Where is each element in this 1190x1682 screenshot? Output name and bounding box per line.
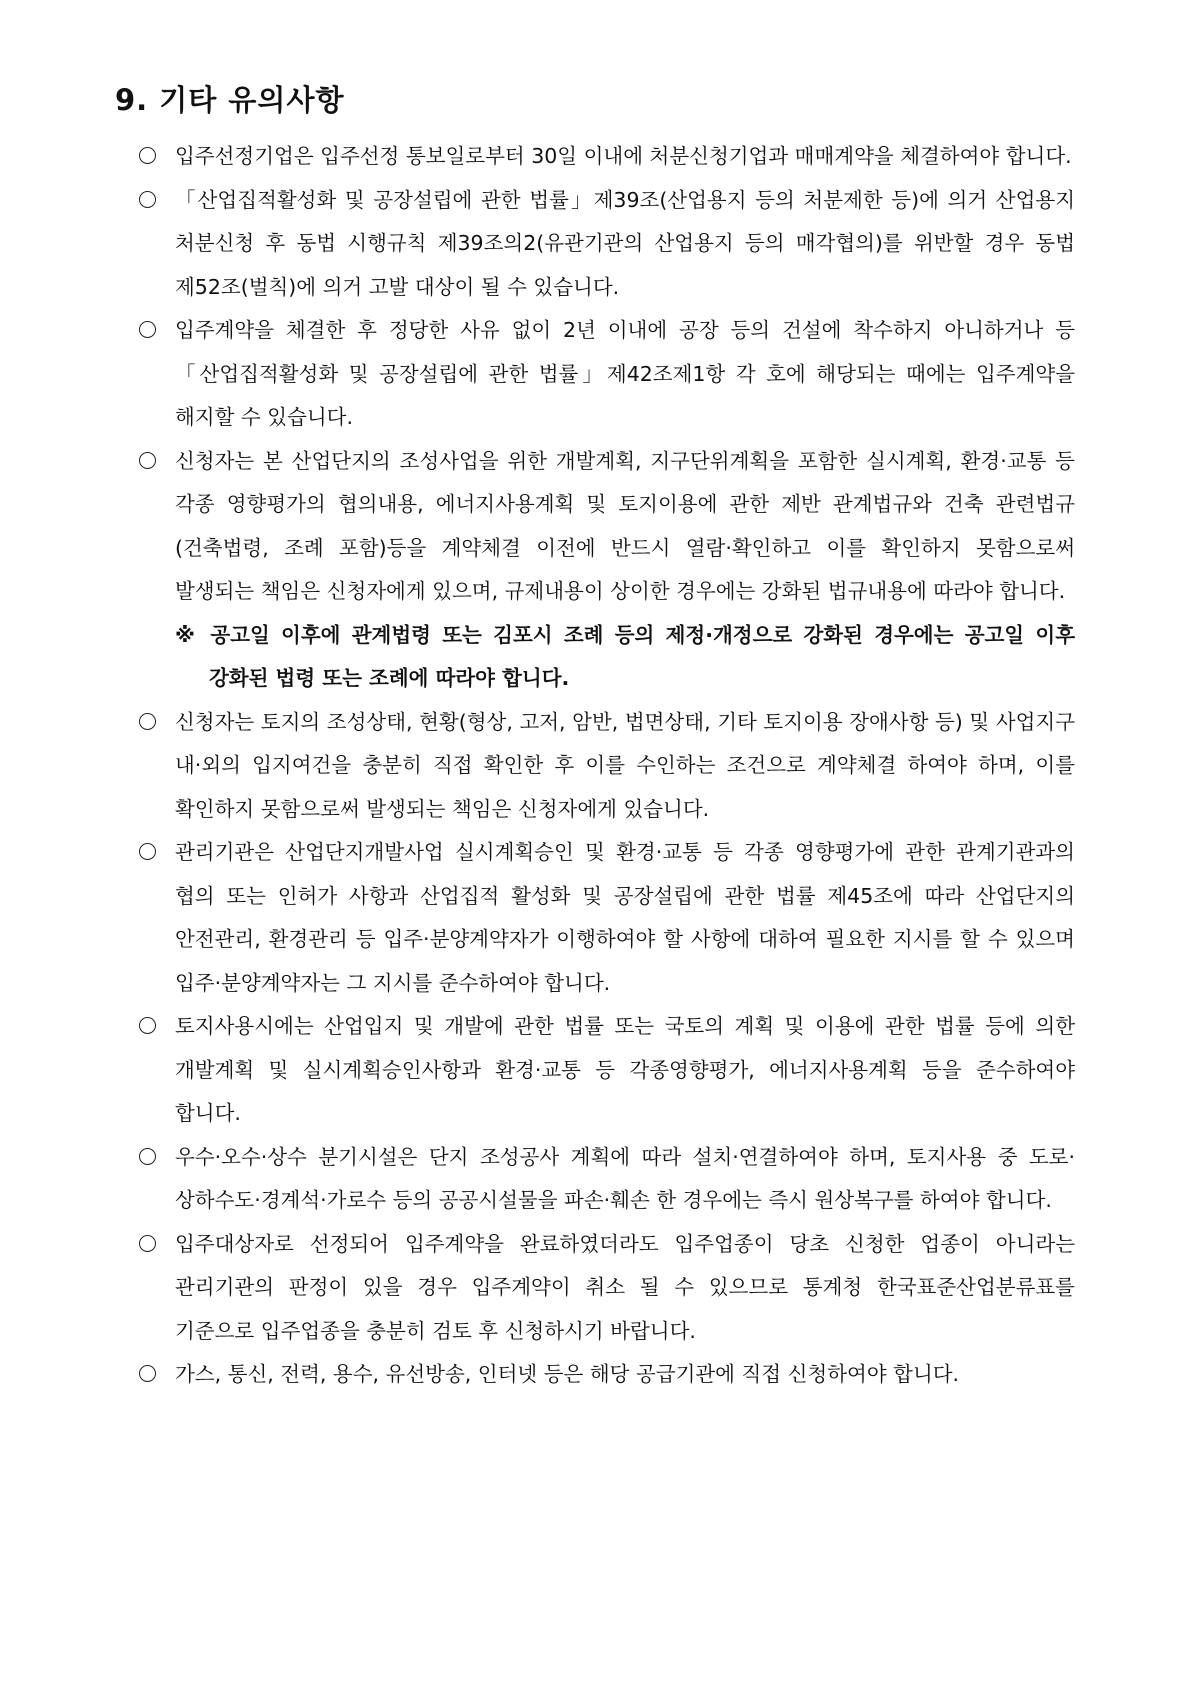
list-item (115, 309, 1075, 440)
list-item (115, 1223, 1075, 1354)
circle-bullet-icon (115, 309, 143, 352)
section-heading: 9. 기타 유의사항 (115, 83, 345, 117)
circle-bullet-icon (115, 1223, 143, 1266)
list-item (115, 1353, 1075, 1397)
list-item-text: 「산업집적활성화 및 공장설립에 관한 법률」제39조(산업용지 등의 처분제한 등)에 의거 산업용지 처분신청 후 동법 시행규칙 제39조의2(유관기관의 산업용지 등의 매각협의)를 위반할 경우 동법 제52조(벌칙)에 의거 고발 대상이 될 수 있습니다. (175, 187, 1075, 299)
circle-bullet-icon (115, 1353, 143, 1396)
list-item-text: 입주대상자로 선정되어 입주계약을 완료하였더라도 입주업종이 당초 신청한 업종이 아니라는 관리기관의 판정이 있을 경우 입주계약이 취소 될 수 있으므로 통계청 한국표준산업분류표를 기준으로 입주업종을 충분히 검토 후 신청하시기 바랍니다. (175, 1231, 1075, 1343)
list-item (115, 1136, 1075, 1223)
circle-bullet-icon (115, 135, 143, 178)
list-item (115, 831, 1075, 1005)
list-item-text: 신청자는 본 산업단지의 조성사업을 위한 개발계획, 지구단위계획을 포함한 실시계획, 환경·교통 등 각종 영향평가의 협의내용, 에너지사용계획 및 토지이용에 관한 제반 관계법규와 건축 관련법규(건축법령, 조례 포함)등을 계약체결 이전에 반드시 열람·확인하고 이를 확인하지 못함으로써 발생되는 책임은 신청자에게 있으며, 규제내용이 상이한 경우에는 강화된 법규내용에 따라야 합니다. (175, 448, 1075, 603)
list-item-text: 입주계약을 체결한 후 정당한 사유 없이 2년 이내에 공장 등의 건설에 착수하지 아니하거나 등 「산업집적활성화 및 공장설립에 관한 법률」제42조제1항 각 호에 해당되는 때에는 입주계약을 해지할 수 있습니다. (175, 318, 1075, 429)
circle-bullet-icon (115, 831, 143, 874)
list-item (115, 701, 1075, 832)
list-item-text: 우수·오수·상수 분기시설은 단지 조성공사 계획에 따라 설치·연결하여야 하며, 토지사용 중 도로·상하수도·경계석·가로수 등의 공공시설물을 파손·훼손 한 경우에는 즉시 원상복구를 하여야 합니다. (175, 1144, 1075, 1212)
notice-list-continued (115, 701, 1075, 1397)
list-item-text: 관리기관은 산업단지개발사업 실시계획승인 및 환경·교통 등 각종 영향평가에 관한 관계기관과의 협의 또는 인허가 사항과 산업집적 활성화 및 공장설립에 관한 법률 제45조에 따라 산업단지의 안전관리, 환경관리 등 입주·분양계약자가 이행하여야 할 사항에 대하여 필요한 지시를 할 수 있으며 입주·분양계약자는 그 지시를 준수하여야 합니다. (175, 840, 1075, 995)
list-item (115, 179, 1075, 310)
list-item-text: 신청자는 토지의 조성상태, 현황(형상, 고저, 암반, 법면상태, 기타 토지이용 장애사항 등) 및 사업지구 내·외의 입지여건을 충분히 직접 확인한 후 이를 수인하는 조건으로 계약체결 하여야 하며, 이를 확인하지 못함으로써 발생되는 책임은 신청자에게 있습니다. (175, 709, 1075, 821)
circle-bullet-icon (115, 701, 143, 744)
important-note: ※ 공고일 이후에 관계법령 또는 김포시 조례 등의 제정·개정으로 강화된 경우에는 공고일 이후 강화된 법령 또는 조례에 따라야 합니다. (175, 622, 1075, 690)
list-item-text: 가스, 통신, 전력, 용수, 유선방송, 인터넷 등은 해당 공급기관에 직접 신청하여야 합니다. (175, 1362, 960, 1386)
circle-bullet-icon (115, 179, 143, 222)
list-item-text: 토지사용시에는 산업입지 및 개발에 관한 법률 또는 국토의 계획 및 이용에 관한 법률 등에 의한 개발계획 및 실시계획승인사항과 환경·교통 등 각종영향평가, 에너지사용계획 등을 준수하여야 합니다. (175, 1014, 1075, 1125)
circle-bullet-icon (115, 1136, 143, 1179)
circle-bullet-icon (115, 1005, 143, 1048)
list-item-text: 입주선정기업은 입주선정 통보일로부터 30일 이내에 처분신청기업과 매매계약을 체결하여야 합니다. (175, 144, 1072, 168)
circle-bullet-icon (115, 440, 143, 483)
list-item (115, 135, 1075, 179)
notice-list (115, 135, 1075, 614)
list-item (115, 1005, 1075, 1136)
list-item (115, 440, 1075, 614)
